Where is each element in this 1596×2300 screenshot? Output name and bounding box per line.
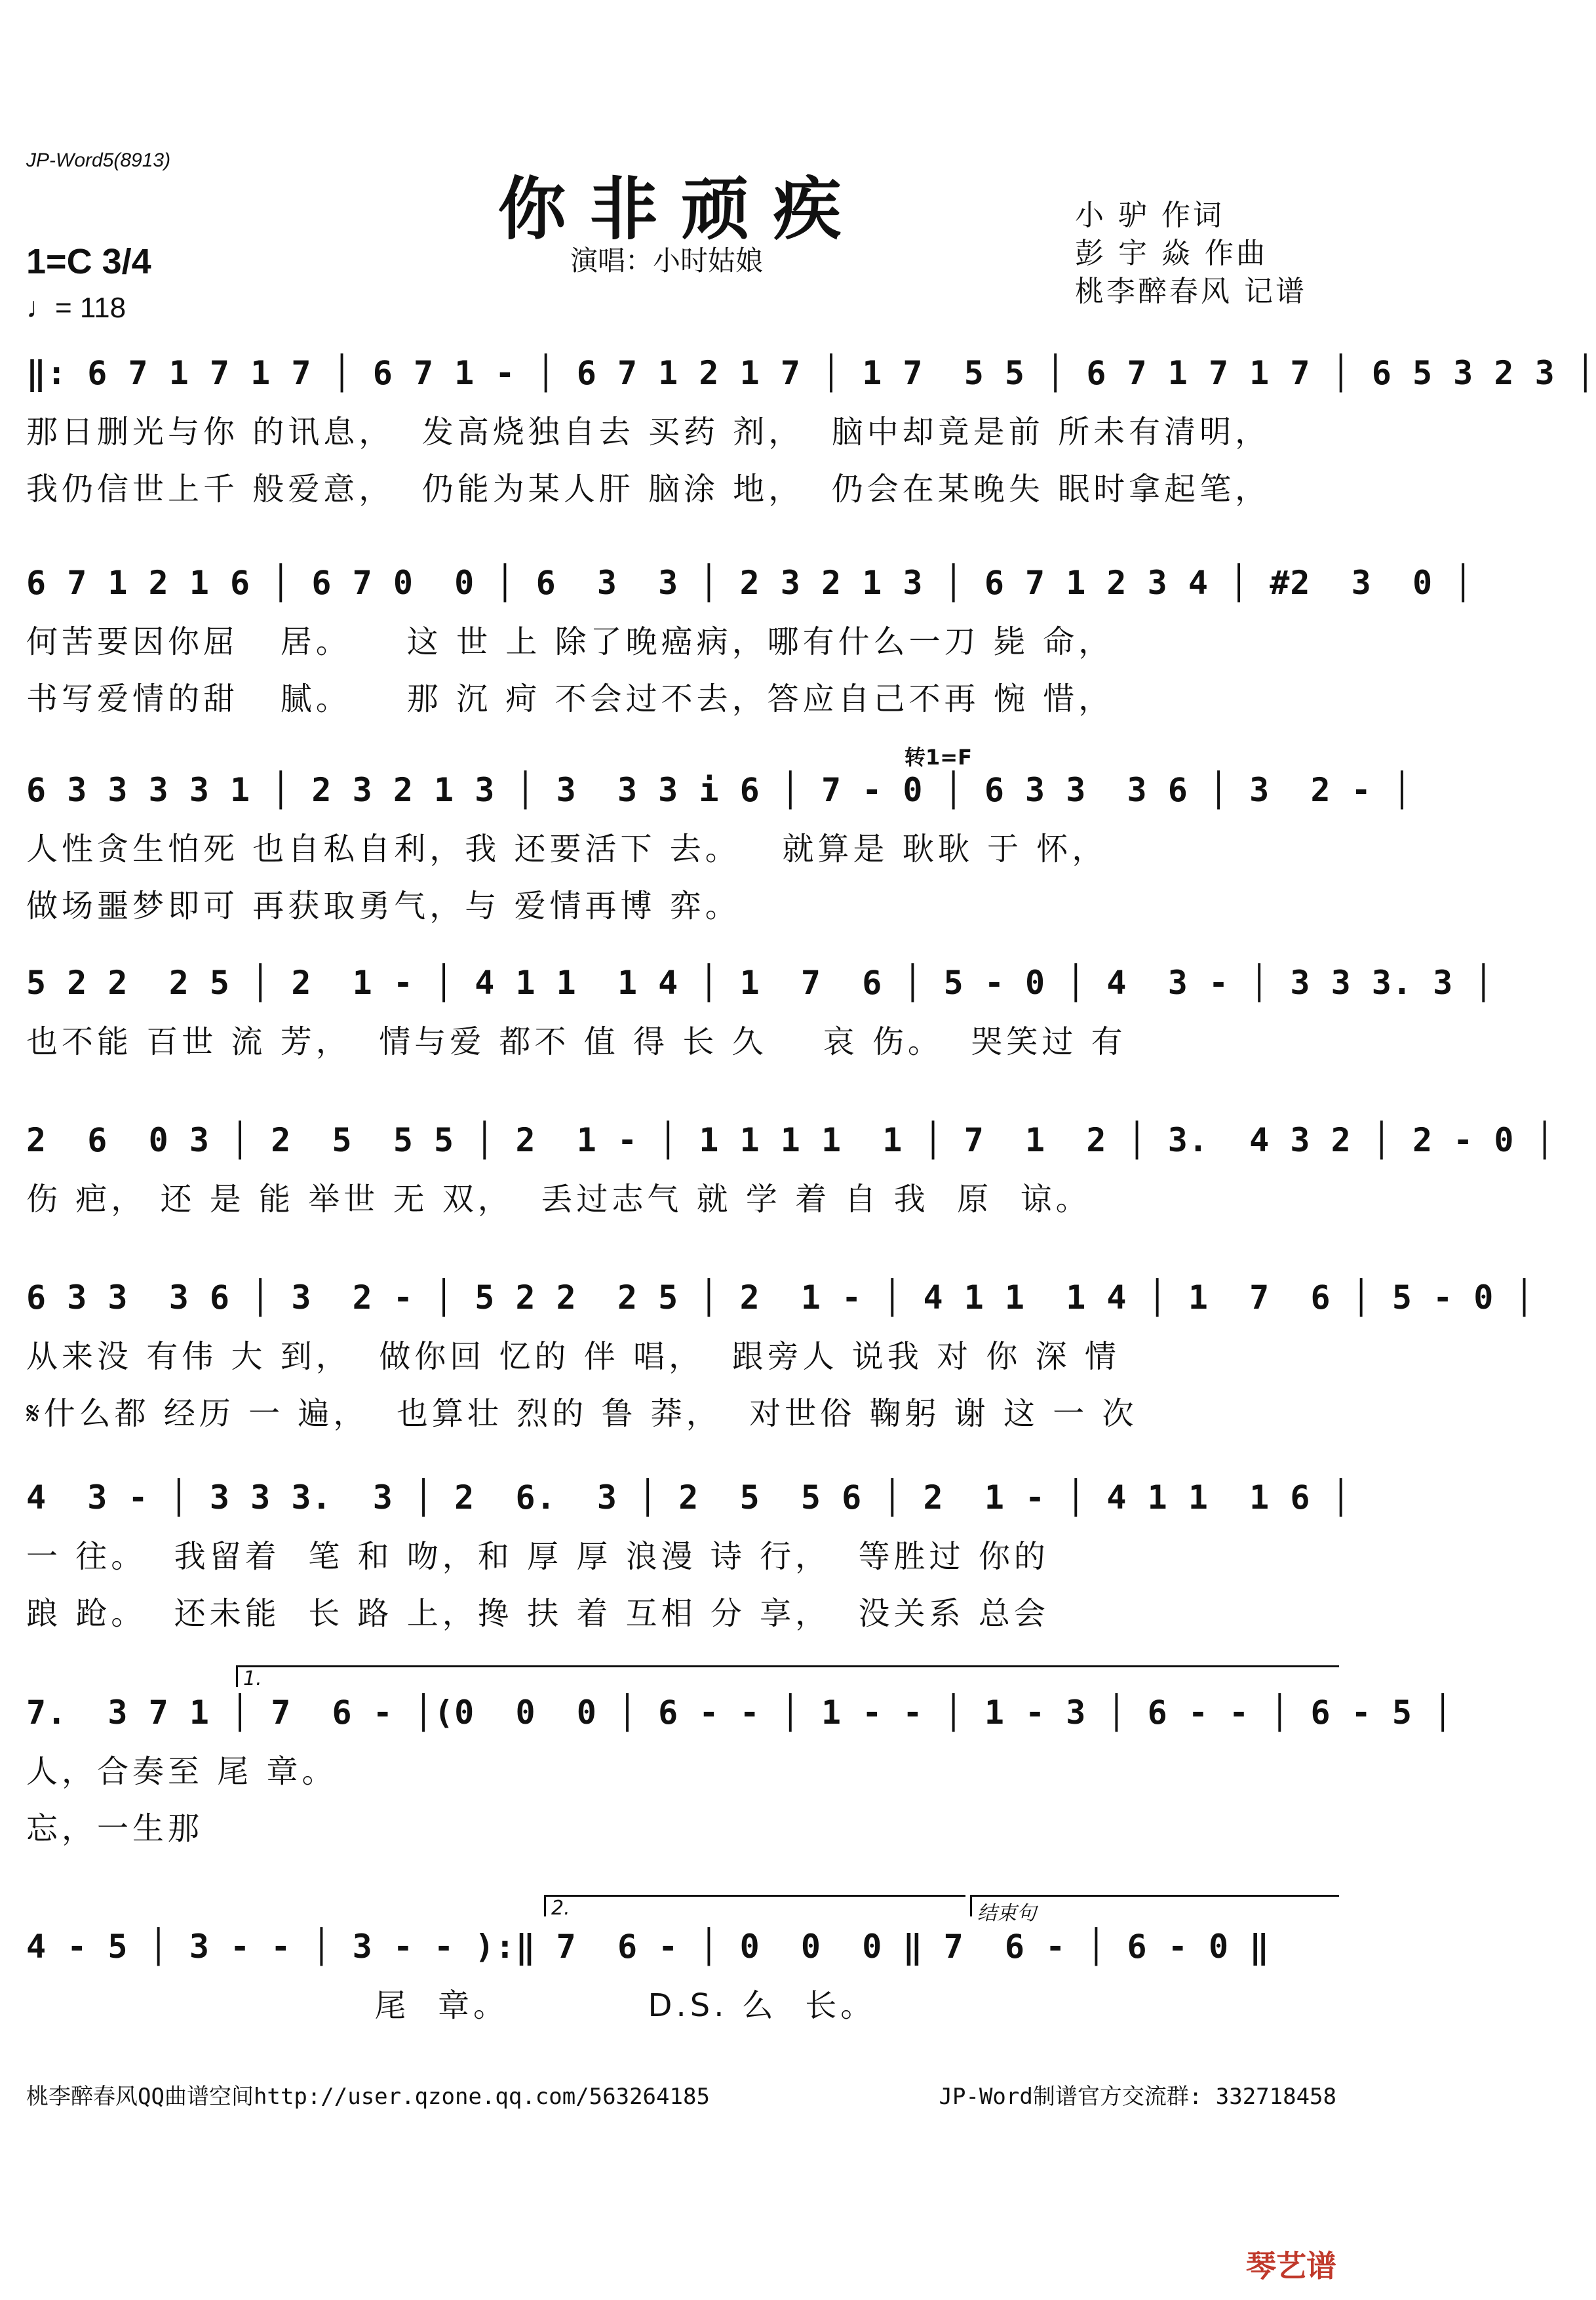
lyric-verse-1: 也不能 百世 流 芳， 情与爱 都不 值 得 长 久 哀 伤。 哭笑过 有 bbox=[26, 1023, 1127, 1060]
lyricist-credit: 小 驴 作词 bbox=[1075, 199, 1224, 232]
footer-source: 桃李醉春风QQ曲谱空间http://user.qzone.qq.com/563264185 bbox=[26, 2084, 710, 2110]
notation-line: 2 6 0 3 │ 2 5 5 5 │ 2 1 - │ 1 1 1 1 1 │ 7 1 2 │ 3. 4 3 2 │ 2 - 0 │ bbox=[26, 1121, 1555, 1159]
second-ending-bracket bbox=[544, 1895, 965, 1920]
notation-line: 4 3 - │ 3 3 3. 3 │ 2 6. 3 │ 2 5 5 6 │ 2 1 - │ 4 1 1 1 6 │ bbox=[26, 1478, 1352, 1517]
notation-line: 4 - 5 │ 3 - - │ 3 - - ):‖ 7 6 - │ 0 0 0 ‖ 7 6 - │ 6 - 0 ‖ bbox=[26, 1928, 1270, 1966]
lyric-verse-1: 从来没 有伟 大 到， 做你回 忆的 伴 唱， 跟旁人 说我 对 你 深 情 bbox=[26, 1338, 1120, 1375]
software-label: JP-Word5(8913) bbox=[26, 149, 171, 171]
score-system-8 bbox=[26, 1665, 1454, 1848]
lyric-verse-2: 我仍信世上千 般爱意， 仍能为某人肝 脑涂 地， 仍会在某晚失 眠时拿起笔， bbox=[26, 471, 1271, 507]
notation-line: 6 3 3 3 6 │ 3 2 - │ 5 2 2 2 5 │ 2 1 - │ 4 1 1 1 4 │ 1 7 6 │ 5 - 0 │ bbox=[26, 1279, 1535, 1317]
lyric-verse-1: 一 往。 我留着 笔 和 吻，和 厚 厚 浪漫 诗 行， 等胜过 你的 bbox=[26, 1538, 1049, 1575]
score-system-6 bbox=[26, 1279, 1535, 1433]
notation-line: 7. 3 7 1 │ 7 6 - │(0 0 0 │ 6 - - │ 1 - - │ 1 - 3 │ 6 - - │ 6 - 5 │ bbox=[26, 1694, 1454, 1732]
score-system-1 bbox=[26, 354, 1596, 509]
lyric-verse-1: 那日删光与你 的讯息， 发高烧独自去 买药 剂， 脑中却竟是前 所未有清明， bbox=[26, 414, 1271, 450]
notation-line: ‖: 6 7 1 7 1 7 │ 6 7 1 - │ 6 7 1 2 1 7 │ 1 7 5 5 │ 6 7 1 7 1 7 │ 6 5 3 2 3 │ bbox=[26, 354, 1596, 392]
notation-line: 6 7 1 2 1 6 │ 6 7 0 0 │ 6 3 3 │ 2 3 2 1 3 │ 6 7 1 2 3 4 │ #2 3 0 │ bbox=[26, 564, 1474, 602]
lyric-verse-2: 𝄋什么都 经历 一 遍， 也算壮 烈的 鲁 莽， 对世俗 鞠躬 谢 这 一 次 bbox=[26, 1395, 1138, 1432]
composer-credit: 彭 宇 焱 作曲 bbox=[1075, 237, 1268, 270]
brand-watermark: 琴艺谱 bbox=[1246, 2248, 1336, 2284]
first-ending-bracket bbox=[236, 1665, 1339, 1690]
score-system-4 bbox=[26, 964, 1494, 1061]
lyric-verse-1: 尾 章。 D.S. 么 长。 bbox=[26, 1987, 876, 2024]
notation-line: 6 3 3 3 3 1 │ 2 3 2 1 3 │ 3 3 3 i 6 │ 7 - 0 │ 6 3 3 3 6 │ 3 2 - │ bbox=[26, 771, 1412, 809]
score-system-5 bbox=[26, 1121, 1555, 1219]
score-system-3 bbox=[26, 741, 1412, 926]
coda-bracket bbox=[970, 1895, 1339, 1925]
score-system-2 bbox=[26, 564, 1474, 719]
song-title: 你非顽疾 bbox=[497, 169, 865, 249]
lyric-verse-1: 人性贪生怕死 也自私自利，我 还要活下 去。 就算是 耿耿 于 怀， bbox=[26, 831, 1108, 867]
singer-credit: 演唱：小时姑娘 bbox=[570, 245, 764, 277]
footer-group: JP-Word制谱官方交流群: 332718458 bbox=[939, 2084, 1336, 2110]
score-system-7 bbox=[26, 1478, 1352, 1633]
modulation-mark: 转1=F bbox=[905, 745, 972, 770]
second-ending-label: 2. bbox=[551, 1897, 570, 1920]
key-signature: 1=C 3/4 bbox=[26, 242, 151, 281]
lyric-verse-2: 忘，一生那 bbox=[26, 1810, 204, 1847]
tempo-marking: ♩= 118 bbox=[26, 292, 127, 324]
coda-label: 结束句 bbox=[977, 1902, 1036, 1925]
lyric-verse-1: 何苦要因你屈 居。 这 世 上 除了晚癌病，哪有什么一刀 毙 命， bbox=[26, 624, 1114, 660]
transcriber-credit: 桃李醉春风 记谱 bbox=[1075, 275, 1307, 308]
score-system-9 bbox=[26, 1895, 1337, 2025]
lyric-verse-1: 人，合奏至 尾 章。 bbox=[26, 1753, 338, 1790]
lyric-verse-2: 书写爱情的甜 腻。 那 沉 疴 不会过不去，答应自己不再 惋 惜， bbox=[26, 681, 1114, 717]
lyric-verse-2: 做场噩梦即可 再获取勇气，与 爱情再博 弈。 bbox=[26, 888, 741, 924]
notation-line: 5 2 2 2 5 │ 2 1 - │ 4 1 1 1 4 │ 1 7 6 │ 5 - 0 │ 4 3 - │ 3 3 3. 3 │ bbox=[26, 964, 1494, 1002]
credits-block bbox=[1075, 197, 1337, 311]
lyric-verse-1: 伤 疤， 还 是 能 举世 无 双， 丢过志气 就 学 着 自 我 原 谅。 bbox=[26, 1181, 1091, 1218]
lyric-verse-2: 踉 跄。 还未能 长 路 上，搀 扶 着 互相 分 享， 没关系 总会 bbox=[26, 1595, 1049, 1632]
first-ending-label: 1. bbox=[243, 1667, 262, 1690]
